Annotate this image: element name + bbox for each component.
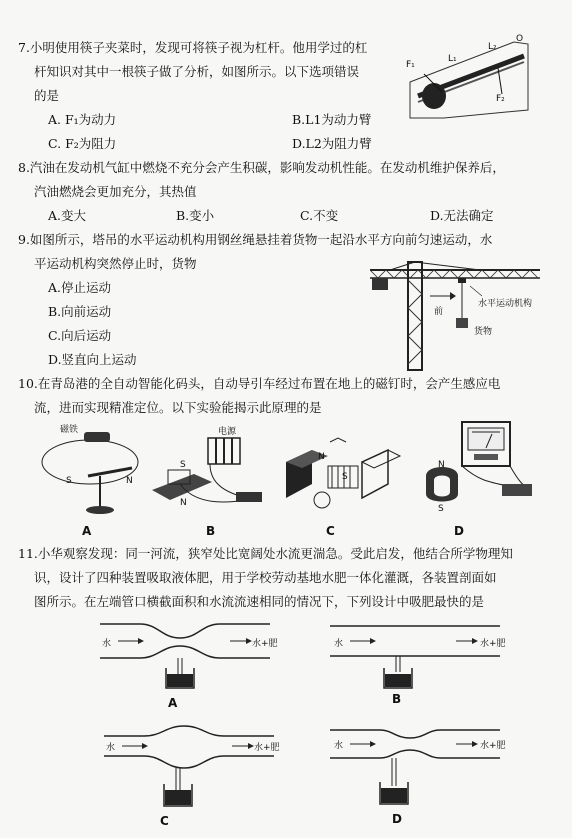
label-power: 电源 xyxy=(218,427,237,437)
c-water-in: 水 xyxy=(106,743,116,753)
q11-caption-c: C xyxy=(160,814,169,828)
q7-line-2: 杆知识对其中一根筷子做了分析，如图所示。以下选项错误 xyxy=(34,64,360,79)
q8-option-b: B.变小 xyxy=(176,208,215,223)
q10-caption-d: D xyxy=(454,524,464,538)
q8-line-1: 8.汽油在发动机气缸中燃烧不充分会产生积碳，影响发动机性能。在发动机维护保养后， xyxy=(18,160,505,175)
q11-device-c xyxy=(104,722,280,808)
q7-option-d: D.L2为阻力臂 xyxy=(292,136,372,151)
q11-device-a xyxy=(100,618,278,690)
q11-device-b xyxy=(330,618,506,690)
label-f2: F₂ xyxy=(496,94,505,104)
q8-option-c: C.不变 xyxy=(300,208,339,223)
q9-option-a: A.停止运动 xyxy=(48,280,112,295)
label-d-n: N xyxy=(438,460,445,470)
c-water-out: 水+肥 xyxy=(254,743,280,753)
q10-figure-c xyxy=(282,432,402,520)
q9-option-c: C.向后运动 xyxy=(48,328,112,343)
q10-figure-b xyxy=(150,420,270,520)
q7-line-3: 的是 xyxy=(34,88,60,103)
q10-caption-c: C xyxy=(326,524,335,538)
q11-caption-b: B xyxy=(392,692,402,706)
q7-option-c: C. F₂为阻力 xyxy=(48,136,117,151)
label-a-s: S xyxy=(66,476,72,486)
label-d-s: S xyxy=(438,504,444,514)
q8-line-2: 汽油燃烧会更加充分，其热值 xyxy=(34,184,197,199)
q10-caption-a: A xyxy=(82,524,92,538)
label-f1: F₁ xyxy=(406,60,415,70)
d-water-out: 水+肥 xyxy=(480,741,506,751)
b-water-out: 水+肥 xyxy=(480,639,506,649)
label-cargo: 货物 xyxy=(474,327,493,337)
q9-line-2: 平运动机构突然停止时，货物 xyxy=(34,256,197,271)
q7-line-1: 7.小明使用筷子夹菜时，发现可将筷子视为杠杆。他用学过的杠 xyxy=(18,40,368,55)
q8-option-d: D.无法确定 xyxy=(430,208,494,223)
chopstick-lever-figure xyxy=(404,32,532,122)
a-water-out: 水+肥 xyxy=(252,639,278,649)
b-water-in: 水 xyxy=(334,639,344,649)
label-l1: L₁ xyxy=(448,54,457,64)
label-b-s: S xyxy=(180,460,186,470)
q7-option-b: B.L1为动力臂 xyxy=(292,112,372,127)
label-l2: L₂ xyxy=(488,42,497,52)
q11-line-2: 识，设计了四种装置吸取液体肥，用于学校劳动基地水肥一体化灌溉，各装置剖面如 xyxy=(34,570,497,585)
label-b-n: N xyxy=(180,498,187,508)
q7-option-a: A. F₁为动力 xyxy=(48,112,117,127)
d-water-in: 水 xyxy=(334,741,344,751)
label-a-n: N xyxy=(126,476,133,486)
q9-option-d: D.竖直向上运动 xyxy=(48,352,137,367)
a-water-in: 水 xyxy=(102,639,112,649)
q10-line-2: 流，进而实现精准定位。以下实验能揭示此原理的是 xyxy=(34,400,322,415)
label-trolley-mechanism: 水平运动机构 xyxy=(478,299,533,309)
q11-caption-a: A xyxy=(168,696,178,710)
q10-figure-a xyxy=(38,420,148,520)
q11-caption-d: D xyxy=(392,812,402,826)
q11-device-d xyxy=(330,722,506,808)
label-forward: 前 xyxy=(434,307,444,317)
label-o: O xyxy=(516,34,524,44)
q11-line-3: 图所示。在左端管口横截面积和水流流速相同的情况下，下列设计中吸肥最快的是 xyxy=(34,594,485,609)
label-c-s: S xyxy=(342,472,348,482)
q8-option-a: A.变大 xyxy=(48,208,87,223)
tower-crane-figure xyxy=(370,260,542,372)
label-magnet: 磁铁 xyxy=(60,425,79,435)
q10-caption-b: B xyxy=(206,524,216,538)
label-c-n: N xyxy=(318,452,325,462)
q10-line-1: 10.在青岛港的全自动智能化码头，自动导引车经过布置在地上的磁钉时，会产生感应电 xyxy=(18,376,501,391)
q9-line-1: 9.如图所示，塔吊的水平运动机构用钢丝绳悬挂着货物一起沿水平方向前匀速运动，水 xyxy=(18,232,493,247)
q9-option-b: B.向前运动 xyxy=(48,304,112,319)
q10-figure-d xyxy=(418,420,542,520)
q11-line-1: 11.小华观察发现：同一河流，狭窄处比宽阔处水流更湍急。受此启发，他结合所学物理知 xyxy=(18,546,513,561)
